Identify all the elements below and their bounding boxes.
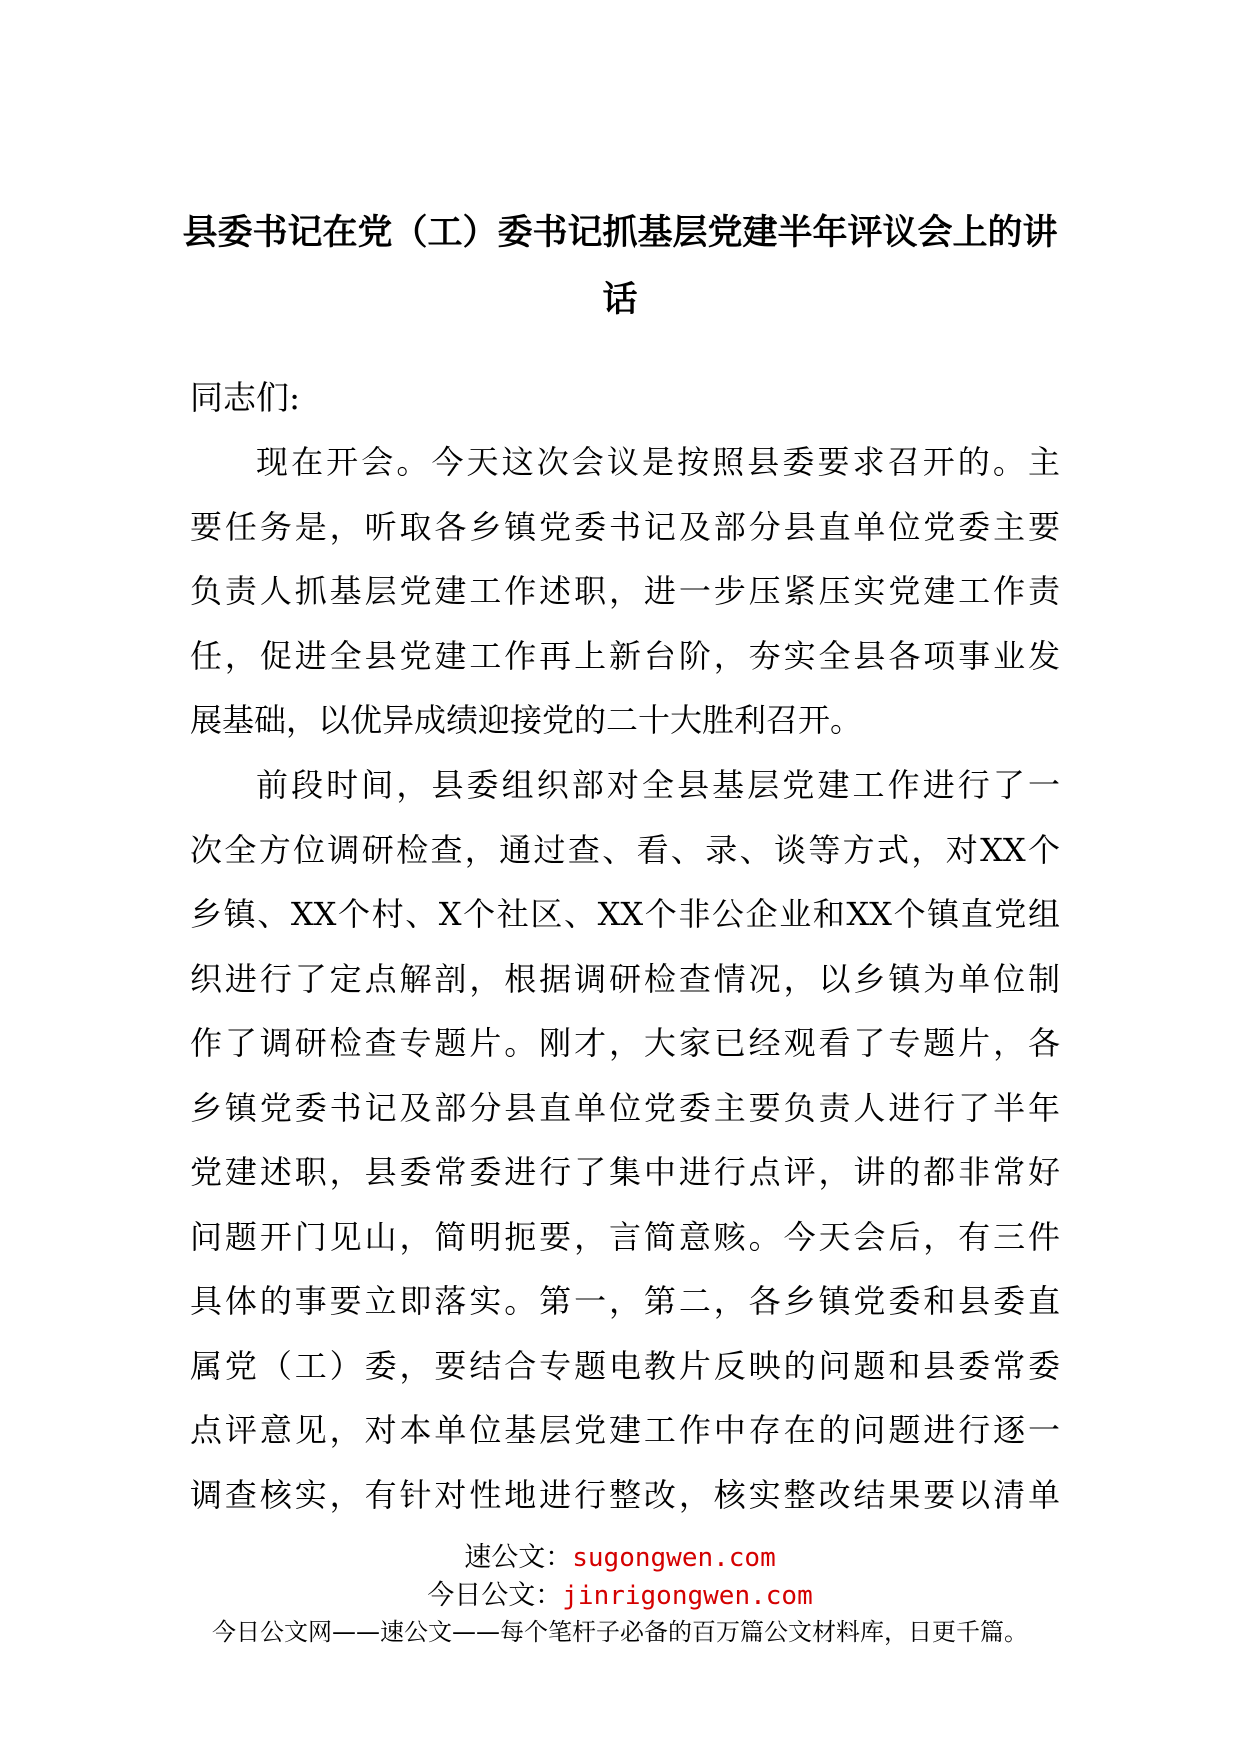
paragraph-1-line-1: 现在开会。今天这次会议是按照县委要求召开的。主: [256, 443, 1060, 481]
paragraph-1-line-3: 负责人抓基层党建工作述职，进一步压紧压实党建工作责: [190, 572, 1060, 610]
paragraph-2-line-8: 问题开门见山，简明扼要，言简意赅。今天会后，有三件: [190, 1217, 1060, 1256]
paragraph-1-line-2: 要任务是，听取各乡镇党委书记及部分县直单位党委主要: [190, 507, 1060, 546]
footer-sugongwen-link[interactable]: sugongwen.com: [572, 1543, 776, 1573]
paragraph-1-line-5: 展基础，以优异成绩迎接党的二十大胜利召开。: [190, 701, 863, 739]
paragraph-2-line-3: 乡镇、XX个村、X个社区、XX个非公企业和XX个镇直党组: [190, 895, 1060, 933]
paragraph-2-line-1: 前段时间，县委组织部对全县基层党建工作进行了一: [256, 766, 1060, 804]
footer-jinrigongwen-link[interactable]: jinrigongwen.com: [562, 1581, 813, 1611]
footer-sugongwen-label: 速公文：: [464, 1542, 573, 1573]
footer-tagline: 今日公文网——速公文——每个笔杆子必备的百万篇公文材料库，日更千篇。: [212, 1618, 1028, 1646]
footer-jinrigongwen: [0, 1573, 1240, 1612]
paragraph-2-line-6: 乡镇党委书记及部分县直单位党委主要负责人进行了半年: [190, 1088, 1060, 1127]
paragraph-2-line-12: 调查核实，有针对性地进行整改，核实整改结果要以清单: [190, 1475, 1060, 1514]
paragraph-1: [190, 430, 1060, 753]
paragraph-2: [190, 753, 1060, 1527]
title-line-1: 县委书记在党（工）委书记抓基层党建半年评议会上的讲: [182, 213, 1058, 253]
paragraph-1-line-4: 任，促进全县党建工作再上新台阶，夯实全县各项事业发: [190, 636, 1060, 675]
footer-sugongwen: [0, 1535, 1240, 1574]
footer-jinrigongwen-label: 今日公文：: [427, 1580, 563, 1611]
title-line-2: 话: [602, 280, 638, 320]
document-title: [180, 200, 1060, 334]
salutation: 同志们:: [190, 378, 301, 417]
paragraph-2-line-11: 点评意见，对本单位基层党建工作中存在的问题进行逐一: [190, 1411, 1060, 1449]
paragraph-2-line-2: 次全方位调研检查，通过查、看、录、谈等方式，对XX个: [190, 830, 1060, 869]
paragraph-2-line-9: 具体的事要立即落实。第一，第二，各乡镇党委和县委直: [190, 1282, 1060, 1320]
paragraph-2-line-7: 党建述职，县委常委进行了集中进行点评，讲的都非常好: [190, 1153, 1060, 1191]
paragraph-2-line-5: 作了调研检查专题片。刚才，大家已经观看了专题片，各: [190, 1024, 1060, 1062]
paragraph-2-line-10: 属党（工）委，要结合专题电教片反映的问题和县委常委: [190, 1346, 1060, 1385]
paragraph-2-line-4: 织进行了定点解剖，根据调研检查情况，以乡镇为单位制: [190, 959, 1060, 998]
